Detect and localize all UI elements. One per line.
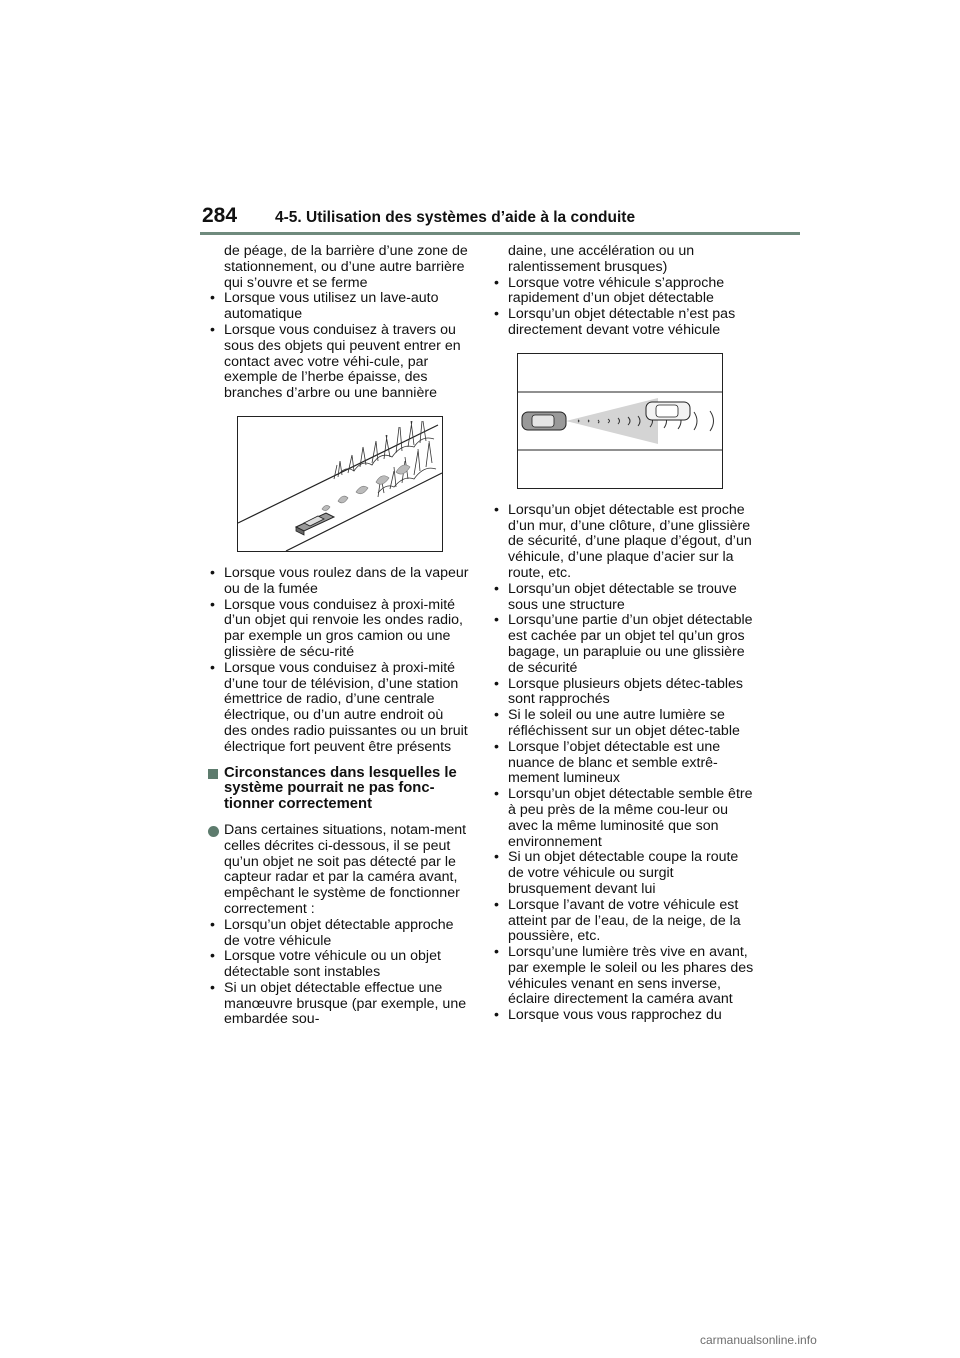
watermark: carmanualsonline.info (700, 1333, 817, 1347)
list-item: • Lorsque votre véhicule s’approche rapidement d’un objet détectable (492, 276, 754, 308)
list-item: • Lorsque vous roulez dans de la vapeur ou de la fumée (208, 566, 470, 598)
continuation-text: de péage, de la barrière d’une zone de stationnement, ou d’une autre barrière qui s’ouvre et se ferme (224, 243, 468, 291)
target-car-icon (646, 402, 690, 420)
left-column (208, 244, 470, 1028)
continuation-text: daine, une accélération ou un ralentissement brusques) (508, 243, 695, 275)
circle-bullet-icon (208, 826, 219, 837)
intro-paragraph (208, 823, 470, 918)
list-item: • Lorsque l’objet détectable est une nuance de blanc et semble extrê-mement lumineux (492, 740, 754, 787)
car-icon (522, 412, 566, 430)
list-item: • Lorsqu’un objet détectable est proche d’un mur, d’une clôture, d’une glissière de sécurité, d’une plaque d’égout, d’un véhicule, d’une plaque d’acier sur la route, etc. (492, 503, 754, 582)
list-item: • Lorsqu’un objet détectable semble être à peu près de la même cou-leur ou avec la même luminosité que son environnement (492, 787, 754, 850)
header-rule (200, 232, 800, 235)
list-item: • Lorsqu’un objet détectable approche de votre véhicule (208, 918, 470, 950)
car-icon (296, 513, 334, 535)
list-item: • Lorsqu’une partie d’un objet détectable est cachée par un objet tel qu’un gros bagage, un parapluie ou une glissière de sécurité (492, 613, 754, 676)
list-item: • Lorsqu’un objet détectable n’est pas directement devant votre véhicule (492, 307, 754, 339)
section-heading (208, 766, 470, 813)
list-item: • Lorsque vous utilisez un lave-auto automatique (208, 291, 470, 323)
figure-grass-illustration (237, 416, 443, 552)
list-item: • Lorsque votre véhicule ou un objet détectable sont instables (208, 949, 470, 981)
square-bullet-icon (208, 769, 218, 779)
intro-text: Dans certaines situations, notam-ment celles décrites ci-dessous, il se peut qu’un objet ne soit pas détecté par le capteur radar et par la caméra avant, empêchant le système de fonctionner correctement : (224, 821, 467, 917)
section-title: 4-5. Utilisation des systèmes d’aide à la conduite (275, 209, 636, 226)
page-header (200, 200, 800, 236)
list-item: • Si le soleil ou une autre lumière se réfléchissent sur un objet détec-table (492, 708, 754, 740)
figure-offset-vehicle-illustration (517, 353, 723, 489)
list-item: • Lorsque vous conduisez à travers ou sous des objets qui peuvent entrer en contact avec votre véhi-cule, par exemple de l’herbe épaisse, des branches d’arbre ou une bannière (208, 323, 470, 402)
list-item: • Si un objet détectable coupe la route de votre véhicule ou surgit brusquement devant lui (492, 850, 754, 897)
list-item: • Lorsque vous conduisez à proxi-mité d’une tour de télévision, d’une station émettrice de radio, d’une centrale électrique, ou d’un autre endroit où des ondes radio puissantes ou un bruit électrique fort peuvent être présents (208, 661, 470, 756)
list-item: • Lorsqu’une lumière très vive en avant, par exemple le soleil ou les phares des véhicules venant en sens inverse, éclaire directement la caméra avant (492, 945, 754, 1008)
section-heading-text: Circonstances dans lesquelles le système pourrait ne pas fonc-tionner correctement (224, 764, 457, 813)
list-item: • Si un objet détectable effectue une manœuvre brusque (par exemple, une embardée sou- (208, 981, 470, 1028)
list-item: • Lorsqu’un objet détectable se trouve sous une structure (492, 582, 754, 614)
list-item: • Lorsque vous conduisez à proxi-mité d’un objet qui renvoie les ondes radio, par exemple un gros camion ou une glissière de sécu-rité (208, 598, 470, 661)
list-item: • Lorsque plusieurs objets détec-tables sont rapprochés (492, 677, 754, 709)
right-column (492, 244, 754, 1024)
list-item: • Lorsque vous vous rapprochez du (492, 1008, 754, 1024)
page-number: 284 (202, 204, 238, 227)
list-item: • Lorsque l’avant de votre véhicule est atteint par de l’eau, de la neige, de la poussière, etc. (492, 898, 754, 945)
